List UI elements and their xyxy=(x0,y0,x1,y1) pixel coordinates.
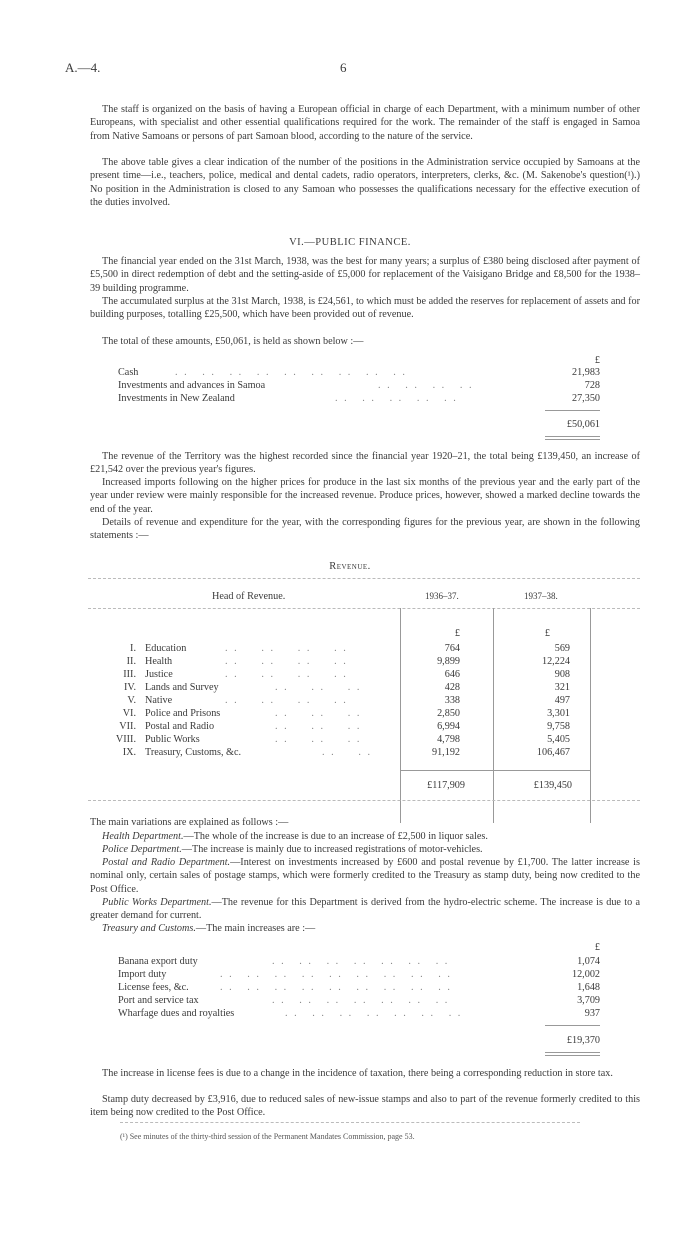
revenue-total-1937: £139,450 xyxy=(533,780,572,791)
document-reference: A.—4. xyxy=(65,60,101,75)
finance-paragraph-total: The total of these amounts, £50,061, is held as shown below :— xyxy=(102,336,364,347)
finance-paragraph-surplus: The financial year ended on the 31st March, 1938, was the best for many years; a surplus of £380 being disclosed after payment of £5,500 in direct redemption of debt and the setting-aside of £5,000 for replacement of the Vaisigano Bridge and £8,500 for the 1938–39 building programme. xyxy=(90,256,640,294)
variations-intro: The main variations are explained as follows :— xyxy=(90,817,289,828)
treasury-subtotal-rule xyxy=(545,1025,600,1026)
revenue-table-top-rule xyxy=(88,578,640,579)
holdings-total-rule xyxy=(545,436,600,437)
revenue-unit-1936: £ xyxy=(454,628,460,639)
revenue-table-title: Revenue. xyxy=(329,561,371,572)
holding-label: Investments and advances in Samoa xyxy=(118,380,266,391)
intro-paragraph-positions: The above table gives a clear indication of the number of the positions in the Administration service occupied by Samoans at the present time—i.e., teachers, police, medical and dental cadets, radio operators, interpreters, clerks, &c. (M. Sakenobe's question(¹).) No position in the Administration is closed to any Samoan who possesses the qualifications necessary for the effective execution of the duties involved. xyxy=(90,157,640,208)
revenue-total-1936: £117,909 xyxy=(427,780,465,791)
revenue-col-1936: 1936–37. xyxy=(425,591,459,601)
holding-amount: 728 xyxy=(584,380,600,391)
revenue-unit-1937: £ xyxy=(544,628,550,639)
section-heading-public-finance: VI.—PUBLIC FINANCE. xyxy=(289,237,411,248)
paragraph-license-fees: The increase in license fees is due to a change in the incidence of taxation, there being a corresponding reduction in store tax. xyxy=(102,1068,613,1079)
footnote: (¹) See minutes of the thirty-third session of the Permanent Mandates Commission, page 53. xyxy=(120,1132,415,1141)
page-number: 6 xyxy=(340,60,347,75)
finance-paragraph-details: Details of revenue and expenditure for the year, with the corresponding figures for the previous year, are shown in the following statements :— xyxy=(90,517,640,542)
holdings-unit: £ xyxy=(594,355,600,366)
variation-public-works: Public Works Department.—The revenue for this Department is derived from the hydro-electric scheme. The increase is due to a greater demand for current. xyxy=(90,897,640,922)
paragraph-stamp-duty: Stamp duty decreased by £3,916, due to reduced sales of new-issue stamps and also to part of the revenue formerly credited to this item being now credited to the Post Office. xyxy=(90,1094,640,1119)
revenue-col-1937: 1937–38. xyxy=(524,591,558,601)
holdings-total: £50,061 xyxy=(566,419,600,430)
holding-label: Investments in New Zealand xyxy=(118,393,235,404)
finance-paragraph-imports: Increased imports following on the higher prices for produce in the last six months of the previous year and the early part of the year under review were mainly responsible for the increased revenue. Produce prices, however, showed a marked decline towards the end of the year. xyxy=(90,477,640,515)
footnote-rule xyxy=(120,1122,580,1123)
holdings-subtotal-rule xyxy=(545,410,600,411)
variation-postal: Postal and Radio Department.—Interest on investments increased by £600 and postal revenue by £1,700. The latter increase is nominal only, certain sales of postage stamps, which were formerly credited to the Treasury as stamp duty, being now credited to the Post Office. xyxy=(90,857,640,895)
treasury-unit: £ xyxy=(594,942,600,953)
finance-paragraph-revenue: The revenue of the Territory was the highest recorded since the financial year 1920–21, the total being £139,450, an increase of £21,542 over the previous year's figures. xyxy=(90,451,640,476)
variation-police: Police Department.—The increase is mainly due to increased registrations of motor-vehicles. xyxy=(102,844,483,855)
variation-health: Health Department.—The whole of the increase is due to an increase of £2,500 in liquor sales. xyxy=(102,831,488,842)
finance-paragraph-accumulated: The accumulated surplus at the 31st March, 1938, is £24,561, to which must be added the reserves for replacement of assets and for building purposes, totalling £25,500, which have been provided out of revenue. xyxy=(90,296,640,321)
treasury-total: £19,370 xyxy=(566,1035,600,1046)
revenue-col-head: Head of Revenue. xyxy=(212,591,286,602)
variation-treasury: Treasury and Customs.—The main increases are :— xyxy=(102,923,316,934)
holding-amount: 21,983 xyxy=(571,367,600,378)
revenue-total-rule xyxy=(400,770,590,771)
holding-label: Cash xyxy=(118,367,139,378)
holding-amount: 27,350 xyxy=(571,393,600,404)
intro-paragraph-staff: The staff is organized on the basis of having a European official in charge of each Department, with a minimum number of other Europeans, with specialist and other essential qualifications required for the work. The remainder of the staff is engaged in Samoa from Native Samoans or persons of part Samoan blood, according to the nature of the service. xyxy=(90,104,640,142)
